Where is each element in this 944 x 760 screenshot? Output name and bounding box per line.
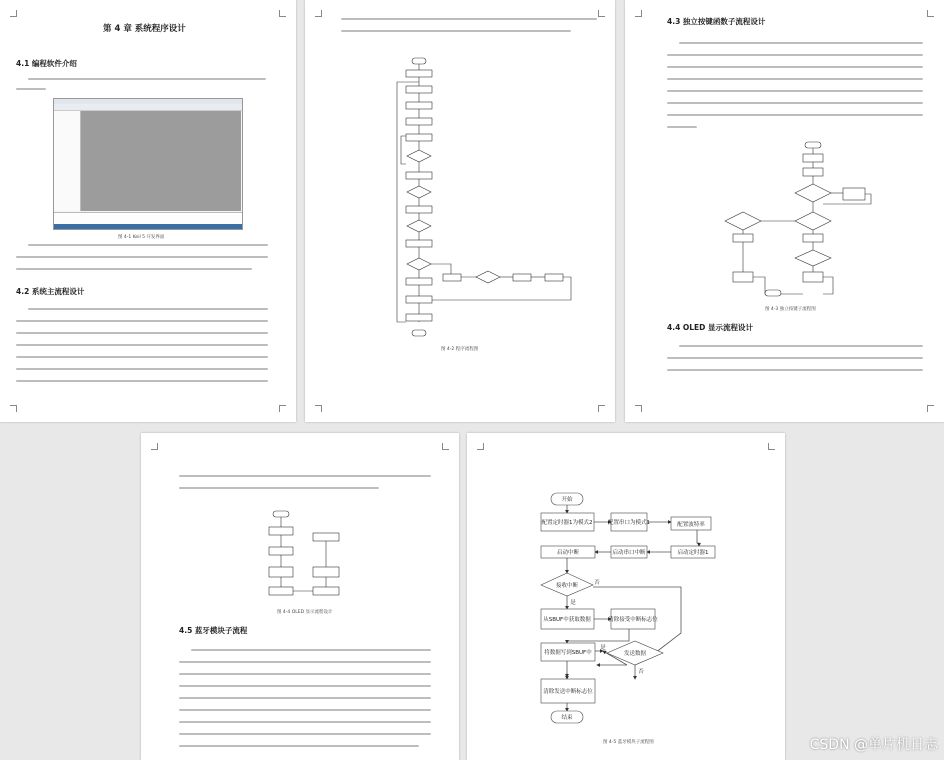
bt-clear-send-label: 清除发送中断标志位 — [543, 689, 593, 695]
text-line — [16, 344, 268, 346]
page-corner-mark — [598, 405, 605, 412]
bt-send-yes-label: 是 — [600, 645, 606, 651]
text-line — [679, 345, 923, 347]
bt-read-sbuf-label: 从SBUF中获取数据 — [543, 617, 591, 623]
key-flowchart — [625, 0, 944, 320]
page-corner-mark — [10, 405, 17, 412]
text-line — [16, 380, 268, 382]
bt-enable-serial-int-label: 启动串口中断 — [612, 550, 646, 556]
document-page-2 — [305, 0, 615, 422]
page-corner-mark — [315, 405, 322, 412]
text-line — [28, 308, 268, 310]
ide-project-pane — [54, 111, 81, 211]
bt-send-label: 发送数据 — [623, 651, 647, 657]
chapter-title: 第 4 章 系统程序设计 — [103, 24, 186, 34]
section-heading-4-4: 4.4 OLED 显示流程设计 — [667, 323, 754, 332]
section-heading-4-3: 4.3 独立按键函数子流程设计 — [667, 17, 766, 26]
text-line — [16, 332, 268, 334]
bt-start-int-label: 启动中断 — [556, 550, 580, 556]
bluetooth-flowchart — [467, 433, 785, 760]
bt-receive-label: 接收中断 — [555, 583, 579, 589]
bt-set-baud-label: 配置波特率 — [677, 522, 705, 528]
text-line — [16, 368, 268, 370]
document-page-3 — [625, 0, 944, 422]
ide-editor-area — [81, 111, 241, 211]
ide-statusbar — [54, 224, 242, 229]
text-line — [16, 88, 46, 90]
bt-clear-receive-label: 清除接受中断标志位 — [608, 617, 658, 623]
bt-receive-yes-label: 是 — [570, 600, 576, 606]
main-program-flowchart — [305, 0, 615, 360]
text-line — [179, 685, 431, 687]
bt-set-timer-label: 配置定时器1为模式2 — [541, 520, 593, 526]
figure-caption: 图 4-5 蓝牙模块子流程图 — [603, 740, 654, 745]
page-corner-mark — [279, 405, 286, 412]
text-line — [16, 268, 252, 270]
text-line — [16, 320, 268, 322]
section-heading-4-2: 4.2 系统主流程设计 — [16, 287, 85, 296]
page-corner-mark — [279, 10, 286, 17]
figure-caption: 图 4-1 Keil 5 开发界面 — [118, 235, 165, 240]
document-page-1 — [0, 0, 296, 422]
text-line — [179, 733, 431, 735]
text-line — [667, 357, 923, 359]
text-line — [28, 244, 268, 246]
text-line — [16, 256, 268, 258]
text-line — [179, 661, 431, 663]
page-corner-mark — [927, 405, 934, 412]
text-line — [667, 369, 923, 371]
bt-start-timer-label: 启动定时器1 — [677, 550, 709, 556]
bt-send-no-label: 否 — [638, 669, 644, 675]
figure-caption: 图 4-4 OLED 显示流程设计 — [277, 610, 333, 615]
text-line — [179, 697, 431, 699]
section-heading-4-1: 4.1 编程软件介绍 — [16, 59, 77, 68]
text-line — [16, 356, 268, 358]
text-line — [28, 78, 266, 80]
page-corner-mark — [635, 405, 642, 412]
text-line — [179, 709, 431, 711]
document-page-5 — [467, 433, 785, 760]
section-heading-4-5: 4.5 蓝牙模块子流程 — [179, 626, 248, 635]
ide-toolbar — [54, 104, 242, 111]
bt-write-sbuf-label: 将数据写到SBUF中 — [544, 650, 592, 656]
oled-flowchart — [141, 433, 459, 613]
text-line — [179, 721, 431, 723]
text-line — [191, 649, 431, 651]
document-page-4 — [141, 433, 459, 760]
csdn-watermark: CSDN @单片机日志 — [809, 737, 938, 753]
keil-ide-screenshot — [53, 98, 243, 230]
bt-end-label: 结束 — [561, 715, 573, 721]
bt-receive-no-label: 否 — [594, 580, 600, 586]
bt-set-serial-label: 配置串口为模式1 — [608, 520, 650, 526]
page-corner-mark — [10, 10, 17, 17]
bt-start-label: 开始 — [561, 497, 573, 503]
figure-caption: 图 4-2 程序流程图 — [441, 347, 479, 352]
figure-caption: 图 4-3 独立按键子流程图 — [765, 307, 816, 312]
text-line — [179, 745, 419, 747]
text-line — [179, 673, 431, 675]
